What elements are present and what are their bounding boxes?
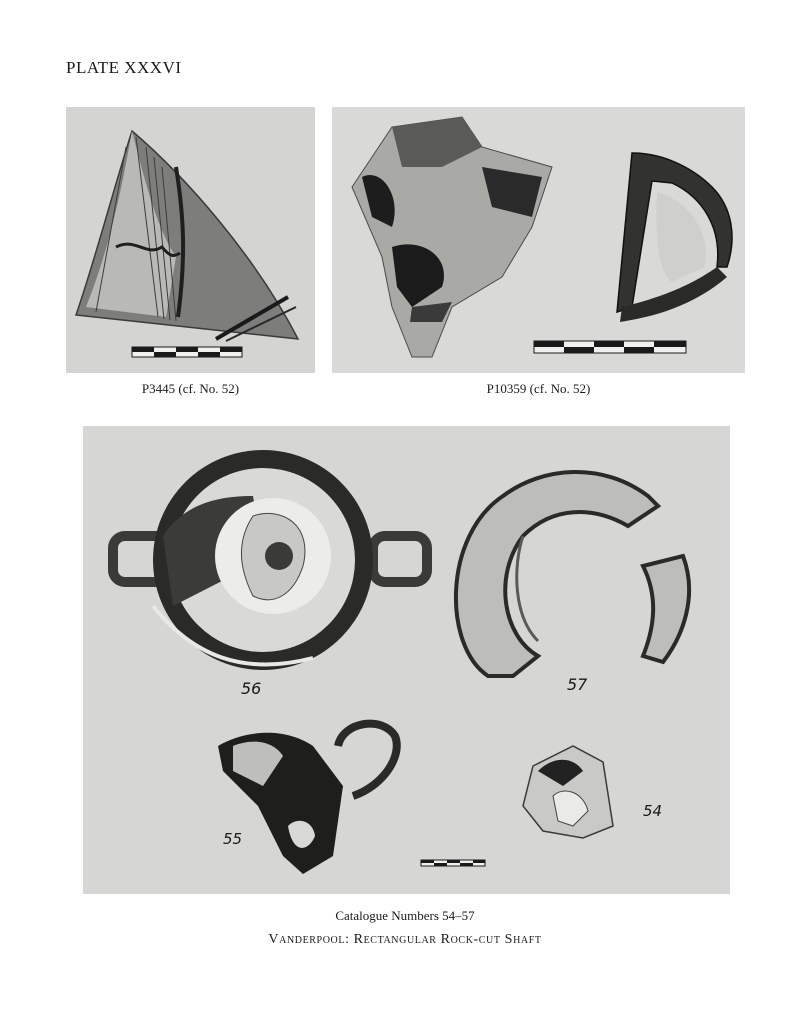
scale-bar-3	[421, 860, 485, 866]
scale-bar-1	[132, 347, 242, 357]
vessel-55	[218, 724, 397, 874]
label-57: 57	[567, 675, 588, 694]
caption-p10359: P10359 (cf. No. 52)	[486, 381, 591, 396]
catalogue-caption: Catalogue Numbers 54–57	[335, 908, 475, 923]
author-title: Vanderpool: Rectangular Rock-cut Shaft	[268, 932, 542, 947]
label-55: 55	[223, 830, 243, 848]
photo-p3445	[66, 107, 315, 373]
scale-bar-2	[534, 341, 686, 353]
photo-catalogue-54-57	[83, 426, 730, 894]
caption-p3445: P3445 (cf. No. 52)	[141, 381, 240, 396]
sherd-54	[523, 746, 613, 838]
photo-p10359	[332, 107, 745, 373]
plate-title: PLATE XXXVI	[66, 58, 182, 77]
sherds-p10359-figure	[332, 107, 745, 373]
label-54: 54	[643, 802, 663, 820]
sherd-p3445-figure	[66, 107, 315, 373]
vessel-57	[456, 472, 689, 676]
vessels-figure	[83, 426, 730, 894]
label-56: 56	[241, 679, 262, 698]
vessel-56	[113, 450, 427, 670]
